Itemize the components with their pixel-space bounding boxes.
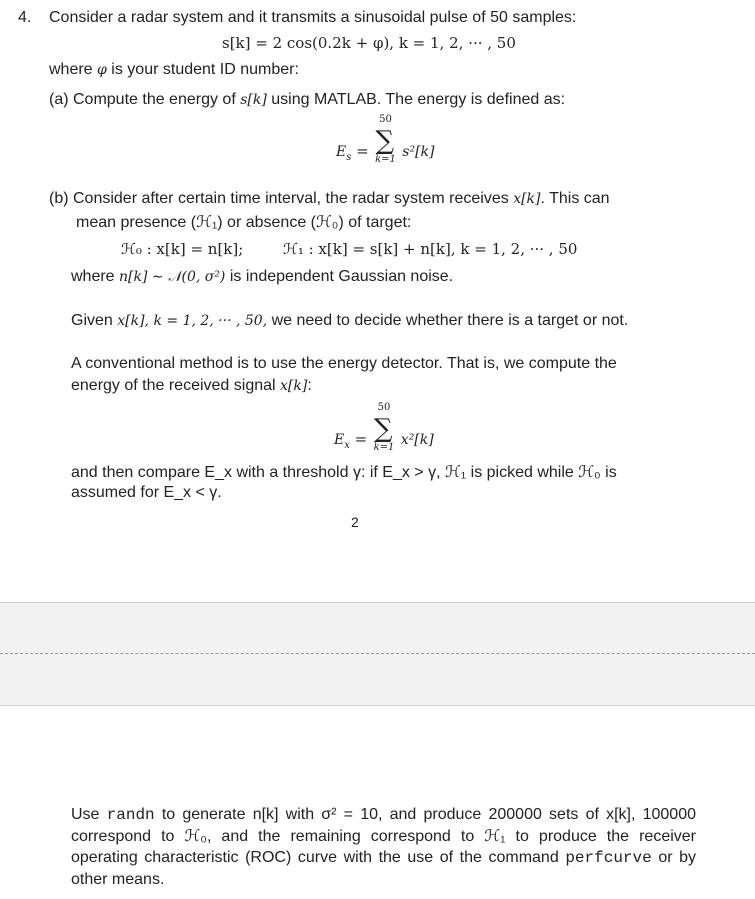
hypothesis-h0: ℋ₀ : x[k] = n[k]; xyxy=(121,240,244,258)
conv-pre: energy of the received signal xyxy=(71,377,276,394)
given-post: we need to decide whether there is a target or not. xyxy=(271,312,629,329)
randn-code: randn xyxy=(106,806,155,824)
noise-desc: is independent Gaussian noise. xyxy=(229,268,454,285)
conventional-line1: A conventional method is to use the energy detector. That is, we compute the xyxy=(71,355,617,372)
part-a-post: using MATLAB. The energy is defined as: xyxy=(271,91,566,108)
part-b-pre: (b) Consider after certain time interval, the radar system receives xyxy=(49,190,509,207)
sigma-s: ∑ xyxy=(375,126,395,156)
noise-where: where xyxy=(71,268,115,285)
given-pre: Given xyxy=(71,312,113,329)
energy-s-term: s²[k] xyxy=(402,144,435,160)
part-b-post: . This can xyxy=(540,190,610,207)
phi-symbol: φ xyxy=(97,62,107,78)
conv-post: : xyxy=(307,377,312,394)
sum-upper-x: 50 xyxy=(377,402,391,413)
part-a-symbol: s[k] xyxy=(240,92,267,108)
energy-x-equation xyxy=(334,402,434,458)
question-intro: Consider a radar system and it transmits a sinusoidal pulse of 50 samples: xyxy=(49,9,577,26)
sum-operator-s xyxy=(374,114,398,170)
sum-upper-s: 50 xyxy=(379,114,392,125)
final-p2: to generate n[k] with σ² = 10, and produce 200000 sets of x[k], 100000 correspond to ℋ₀, and the remaining correspond to ℋ₁ to produce the receiver operating characteristic (ROC) curve with the use of the command xyxy=(71,806,696,866)
conventional-line2 xyxy=(71,377,312,395)
energy-x-term: x²[k] xyxy=(400,432,434,448)
conv-symbol: x[k] xyxy=(280,378,308,394)
part-b-line1 xyxy=(49,190,610,208)
final-p1: Use xyxy=(71,806,100,823)
energy-x-sub: x xyxy=(344,440,350,451)
phi-desc: is your student ID number: xyxy=(111,61,299,78)
final-p3: or by other means. xyxy=(71,849,697,888)
energy-s-equation xyxy=(336,114,435,170)
part-b-line2: mean presence (ℋ₁) or absence (ℋ₀) of target: xyxy=(76,214,412,231)
final-paragraph xyxy=(71,804,696,890)
hypothesis-h1: ℋ₁ : x[k] = s[k] + n[k], k = 1, 2, ··· , 50 xyxy=(283,240,578,258)
question-number: 4. xyxy=(18,9,32,26)
given-statement xyxy=(71,312,628,330)
page-break-dashed-line xyxy=(0,653,755,654)
energy-x-eq: = xyxy=(354,430,368,448)
given-symbol: x[k], k = 1, 2, ··· , 50, xyxy=(117,313,268,329)
sum-operator-x xyxy=(372,402,396,458)
energy-s-sub: s xyxy=(346,152,352,163)
page-break-band xyxy=(0,602,755,706)
energy-s-lhs: E xyxy=(336,144,347,160)
sum-lower-x: k=1 xyxy=(373,442,395,453)
page-number: 2 xyxy=(351,514,359,530)
sigma-x: ∑ xyxy=(374,414,393,444)
part-b-symbol: x[k] xyxy=(513,191,541,207)
compare-line2: assumed for E_x < γ. xyxy=(71,484,222,501)
sum-lower-s: k=1 xyxy=(375,154,396,165)
noise-definition xyxy=(71,268,453,286)
signal-equation: s[k] = 2 cos(0.2k + φ), k = 1, 2, ··· , 50 xyxy=(222,34,516,52)
energy-s-eq: = xyxy=(356,142,369,160)
perfcurve-code: perfcurve xyxy=(565,849,652,867)
energy-x-lhs: E xyxy=(334,432,345,448)
noise-symbol: n[k] ∼ 𝒩(0, σ²) xyxy=(119,269,226,285)
part-a-text xyxy=(49,91,565,109)
part-a-pre: (a) Compute the energy of xyxy=(49,91,236,108)
phi-definition xyxy=(49,61,299,79)
phi-where: where xyxy=(49,61,93,78)
compare-line1: and then compare E_x with a threshold γ: if E_x > γ, ℋ₁ is picked while ℋ₀ is xyxy=(71,464,617,481)
